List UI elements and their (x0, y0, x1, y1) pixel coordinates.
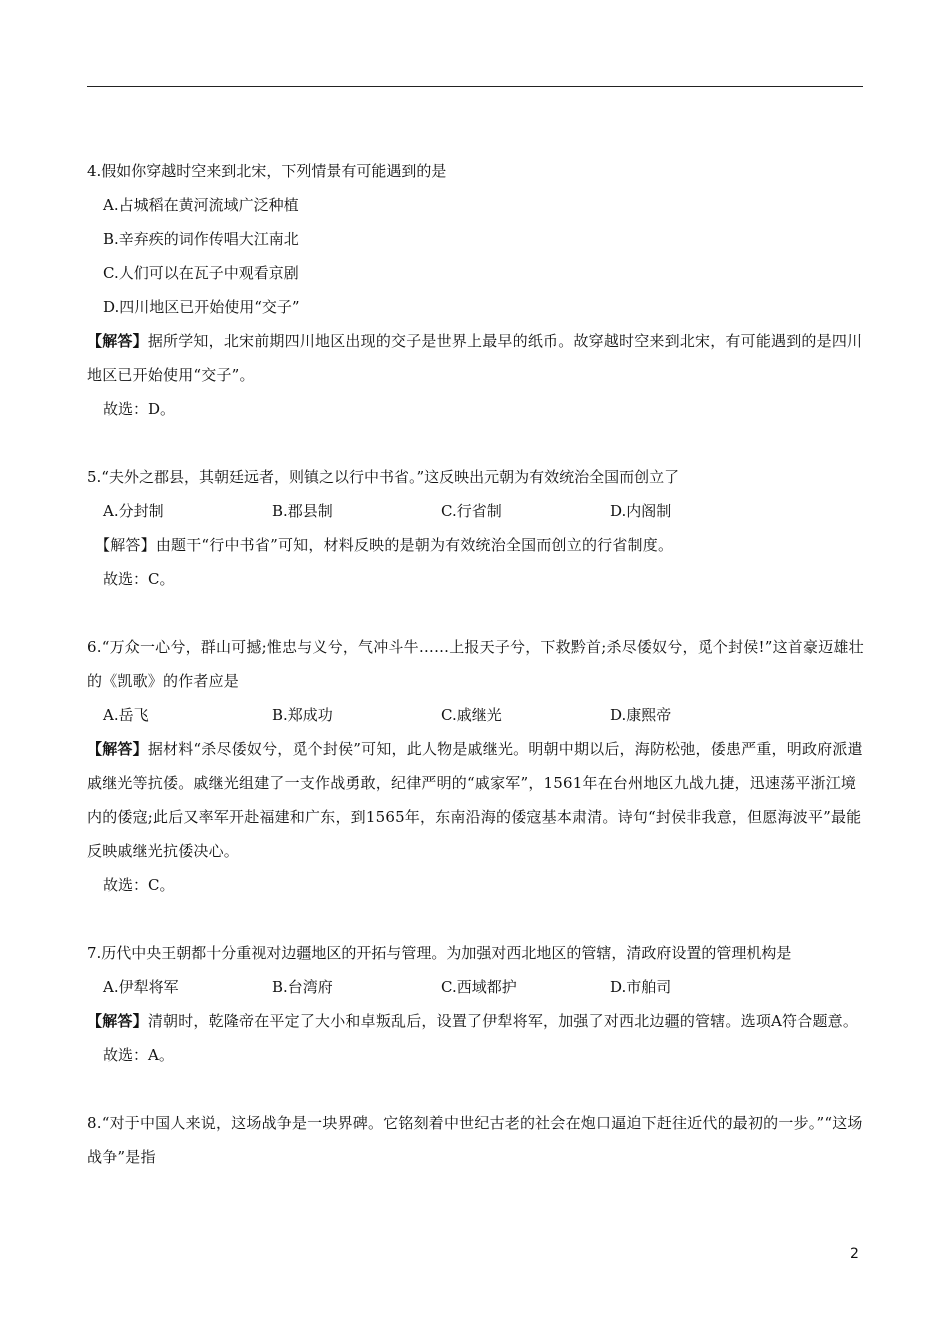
page-number: 2 (850, 1246, 859, 1262)
option-d: D.四川地区已开始使用“交子” (103, 298, 300, 316)
question-8 (87, 1106, 865, 1174)
question-4 (87, 154, 865, 426)
answer-text: 由题干“行中书省”可知，材料反映的是朝为有效统治全国而创立的行省制度。 (155, 536, 674, 554)
answer-tag: 【解答】 (87, 332, 148, 350)
answer-choice: 故选：A。 (103, 1046, 174, 1064)
question-stem: 8.“对于中国人来说，这场战争是一块界碑。它铭刻着中世纪古老的社会在炮口逼迫下赶往近代的最初的一步。”“这场战争”是指 (87, 1114, 863, 1166)
option-b: B.郑成功 (272, 706, 333, 724)
answer-explanation (87, 324, 865, 392)
option-d: D.市舶司 (610, 978, 672, 996)
question-stem: 4.假如你穿越时空来到北宋，下列情景有可能遇到的是 (87, 162, 447, 180)
option-b: B.辛弃疾的词作传唱大江南北 (103, 230, 299, 248)
option-c: C.戚继光 (441, 706, 502, 724)
option-a: A.分封制 (103, 502, 164, 520)
option-a: A.占城稻在黄河流域广泛种植 (103, 196, 299, 214)
option-b: B.台湾府 (272, 978, 333, 996)
spacer (87, 1072, 865, 1106)
options-row (87, 970, 865, 1004)
option-c: C.人们可以在瓦子中观看京剧 (103, 264, 299, 282)
option-d: D.内阁制 (610, 502, 672, 520)
document-body (87, 154, 865, 1174)
answer-choice: 故选：C。 (103, 876, 175, 894)
question-6 (87, 630, 865, 902)
answer-text: 据材料“杀尽倭奴兮，觅个封侯”可知，此人物是戚继光。明朝中期以后，海防松弛，倭患严重，明政府派遣戚继光等抗倭。戚继光组建了一支作战勇敢，纪律严明的“戚家军”，1561年在台州地区九战九捷，迅速荡平浙江境内的倭寇;此后又率军开赴福建和广东，到1565年，东南沿海的倭寇基本肃清。诗句“封侯非我意，但愿海波平”最能反映戚继光抗倭决心。 (87, 740, 863, 860)
answer-choice: 故选：D。 (103, 400, 176, 418)
answer-text: 清朝时，乾隆帝在平定了大小和卓叛乱后，设置了伊犁将军，加强了对西北边疆的管辖。选项A符合题意。 (147, 1012, 859, 1030)
question-5 (87, 460, 865, 596)
option-c: C.西域都护 (441, 978, 517, 996)
option-b: B.郡县制 (272, 502, 333, 520)
spacer (87, 426, 865, 460)
answer-choice: 故选：C。 (103, 570, 175, 588)
header-rule (87, 86, 863, 87)
answer-explanation (87, 1004, 865, 1038)
answer-tag: 【解答】 (87, 1012, 148, 1030)
spacer (87, 902, 865, 936)
question-stem: 6.“万众一心兮，群山可撼;惟忠与义兮，气冲斗牛……上报天子兮，下救黔首;杀尽倭奴兮，觅个封侯!”这首豪迈雄壮的《凯歌》的作者应是 (87, 638, 864, 690)
question-7 (87, 936, 865, 1072)
options-row (87, 698, 865, 732)
question-stem: 5.“夫外之郡县，其朝廷远者，则镇之以行中书省。”这反映出元朝为有效统治全国而创立了 (87, 468, 680, 486)
option-a: A.岳飞 (103, 706, 149, 724)
option-c: C.行省制 (441, 502, 502, 520)
option-a: A.伊犁将军 (103, 978, 179, 996)
answer-text: 据所学知，北宋前期四川地区出现的交子是世界上最早的纸币。故穿越时空来到北宋，有可能遇到的是四川地区已开始使用“交子”。 (87, 332, 863, 384)
options-row (87, 494, 865, 528)
answer-explanation (87, 528, 865, 562)
question-stem: 7.历代中央王朝都十分重视对边疆地区的开拓与管理。为加强对西北地区的管辖，清政府设置的管理机构是 (87, 944, 792, 962)
answer-tag: 【解答】 (95, 536, 156, 554)
answer-tag: 【解答】 (87, 740, 148, 758)
answer-explanation (87, 732, 865, 868)
option-d: D.康熙帝 (610, 706, 672, 724)
spacer (87, 596, 865, 630)
